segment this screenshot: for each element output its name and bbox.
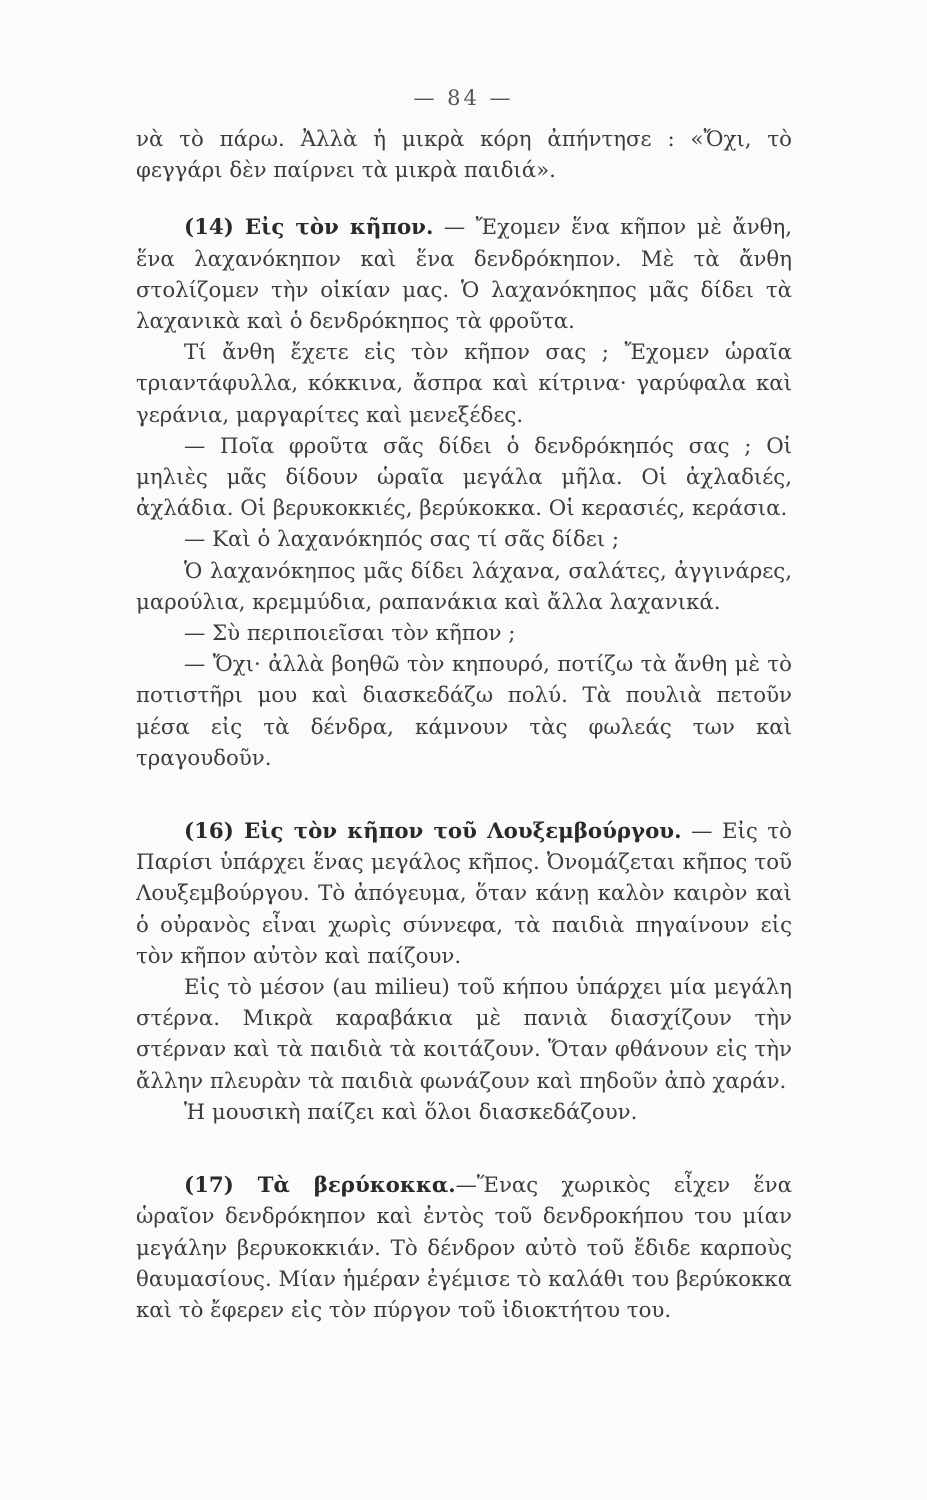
- body-text: [136, 124, 792, 1326]
- section-heading: (17) Τὰ βερύκοκκα.: [184, 1173, 456, 1199]
- section-heading: (14) Εἰς τὸν κῆπον.: [184, 215, 434, 241]
- paragraph-text: νὰ τὸ πάρω. Ἀλλὰ ἡ μικρὰ κόρη ἀπήντησε : «Ὄχι, τὸ φεγγάρι δὲν παίρνει τὰ μικρὰ παιδιά».: [136, 127, 792, 184]
- paragraph: [136, 972, 792, 1097]
- section-16: [136, 816, 792, 972]
- paragraph-text: —Ἕνας χωρικὸς εἶχεν ἕνα ὡραῖον δενδρόκηπον καὶ ἐντὸς τοῦ δενδροκήπου του μίαν μεγάλην βερυκοκκιάν. Τὸ δένδρον αὐτὸ τοῦ ἔδιδε καρποὺς θαυμασίους. Μίαν ἡμέραν ἐγέμισε τὸ καλάθι του βερύκοκκα καὶ τὸ ἔφερεν εἰς τὸν πύργον τοῦ ἰδιοκτήτου του.: [136, 1173, 793, 1323]
- paragraph-text: Τί ἄνθη ἔχετε εἰς τὸν κῆπον σας ; Ἔχομεν ὡραῖα τριαντάφυλλα, κόκκινα, ἄσπρα καὶ κίτρινα· γαρύφαλα καὶ γεράνια, μαργαρίτες καὶ μενεξέδες.: [136, 340, 792, 428]
- section-17: [136, 1170, 792, 1326]
- paragraph-text: Ὁ λαχανόκηπος μᾶς δίδει λάχανα, σαλάτες, ἀγγινάρες, μαρούλια, κρεμμύδια, ραπανάκια καὶ ἄλλα λαχανικά.: [136, 558, 792, 615]
- paragraph-text: — Ὄχι· ἀλλὰ βοηθῶ τὸν κηπουρό, ποτίζω τὰ ἄνθη μὲ τὸ ποτιστῆρι μου καὶ διασκεδάζω πολύ. Τὰ πουλιὰ πετοῦν μέσα εἰς τὰ δένδρα, κάμνουν τὰς φωλεάς των καὶ τραγουδοῦν.: [136, 652, 792, 771]
- paragraph: [136, 618, 792, 649]
- paragraph: [136, 337, 792, 431]
- paragraph: [136, 1097, 792, 1128]
- paragraph-text: Ἡ μουσικὴ παίζει καὶ ὅλοι διασκεδάζουν.: [184, 1099, 638, 1125]
- paragraph: [136, 649, 792, 774]
- section-heading: (16) Εἰς τὸν κῆπον τοῦ Λουξεμβούργου.: [184, 819, 682, 845]
- paragraph-text: — Εἰς τὸ Παρίσι ὑπάρχει ἕνας μεγάλος κῆπος. Ὀνομάζεται κῆπος τοῦ Λουξεμβούργου. Τὸ ἀπόγευμα, ὅταν κάνῃ καλὸν καιρὸν καὶ ὁ οὐρανὸς εἶναι χωρὶς σύννεφα, τὰ παιδιὰ πηγαίνουν εἰς τὸν κῆπον αὐτὸν καὶ παίζουν.: [136, 819, 792, 969]
- paragraph-text: — Καὶ ὁ λαχανόκηπός σας τί σᾶς δίδει ;: [184, 527, 620, 553]
- paragraph: [136, 524, 792, 555]
- paragraph-text: — Ἔχομεν ἕνα κῆπον μὲ ἄνθη, ἕνα λαχανόκηπον καὶ ἕνα δενδρόκηπον. Μὲ τὰ ἄνθη στολίζομεν τὴν οἰκίαν μας. Ὁ λαχανόκηπος μᾶς δίδει τὰ λαχανικὰ καὶ ὁ δενδρόκηπος τὰ φροῦτα.: [136, 215, 792, 335]
- paragraph-continuation: [136, 124, 792, 186]
- page-number: — 84 —: [413, 86, 514, 110]
- section-14: [136, 212, 792, 337]
- paragraph: [136, 431, 792, 525]
- paragraph-text: — Σὺ περιποιεῖσαι τὸν κῆπον ;: [184, 621, 516, 647]
- paragraph: [136, 556, 792, 618]
- paragraph-text: — Ποῖα φροῦτα σᾶς δίδει ὁ δενδρόκηπός σας ; Οἱ μηλιὲς μᾶς δίδουν ὡραῖα μεγάλα μῆλα. Οἱ ἀχλαδιές, ἀχλάδια. Οἱ βερυκοκκιές, βερύκοκκα. Οἱ κερασιές, κεράσια.: [136, 433, 792, 522]
- paragraph-text: Εἰς τὸ μέσον (au milieu) τοῦ κήπου ὑπάρχει μία μεγάλη στέρνα. Μικρὰ καραβάκια μὲ πανιὰ διασχίζουν τὴν στέρναν καὶ τὰ παιδιὰ τὰ κοιτάζουν. Ὅταν φθάνουν εἰς τὴν ἄλλην πλευρὰν τὰ παιδιὰ φωνάζουν καὶ πηδοῦν ἀπὸ χαράν.: [136, 975, 792, 1094]
